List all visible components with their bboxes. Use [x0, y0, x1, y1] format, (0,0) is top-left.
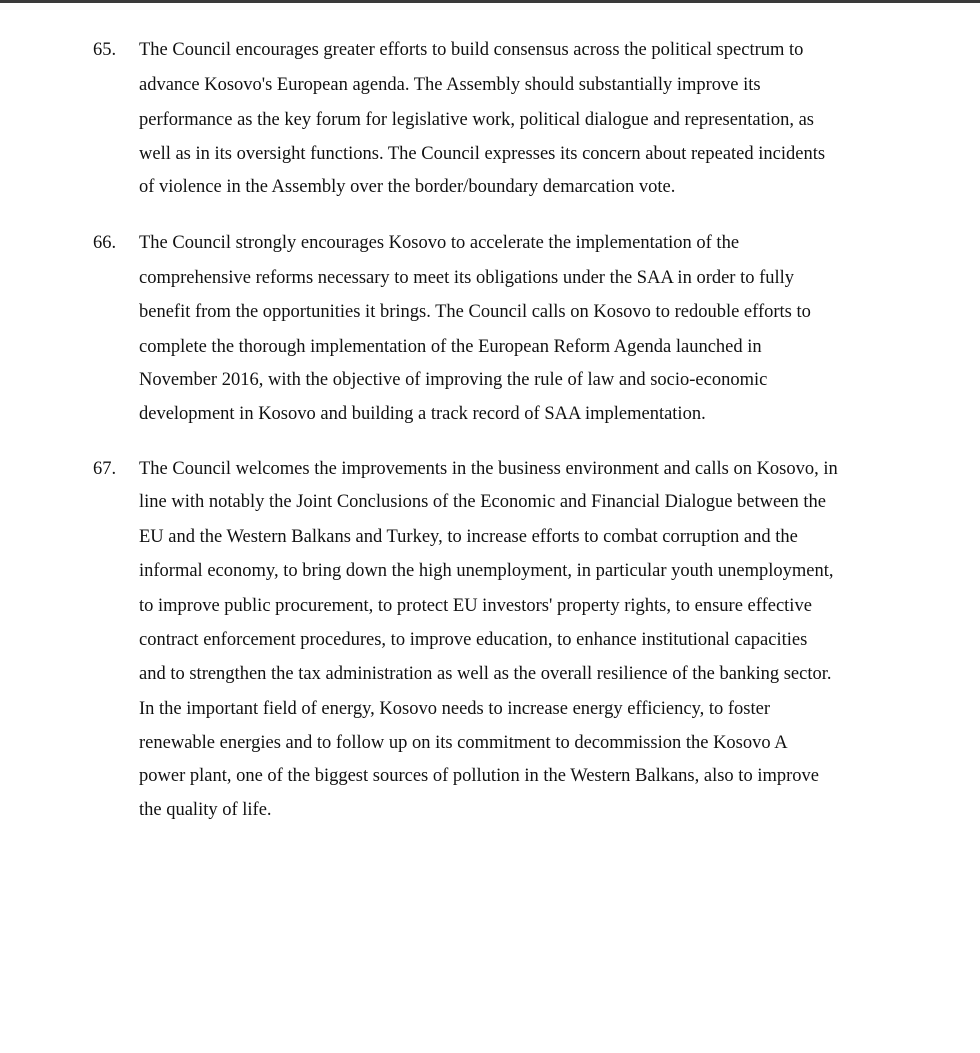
paragraph-line: development in Kosovo and building a track record of SAA implementation.: [139, 404, 706, 424]
paragraph-line: to improve public procurement, to protect EU investors' property rights, to ensure effective: [139, 596, 812, 616]
paragraph-line: line with notably the Joint Conclusions of the Economic and Financial Dialogue between the: [139, 492, 826, 512]
paragraph-line: and to strengthen the tax administration as well as the overall resilience of the banking sector.: [139, 664, 832, 684]
paragraph-number: 67.: [93, 459, 117, 479]
paragraph-number: 65.: [93, 40, 117, 60]
paragraph-line: well as in its oversight functions. The Council expresses its concern about repeated incidents: [139, 144, 826, 164]
paragraph-line: EU and the Western Balkans and Turkey, to increase efforts to combat corruption and the: [139, 527, 798, 547]
paragraph-line: In the important field of energy, Kosovo needs to increase energy efficiency, to foster: [139, 699, 771, 719]
paragraph-line: the quality of life.: [139, 800, 272, 820]
paragraph-line: power plant, one of the biggest sources of pollution in the Western Balkans, also to improve: [139, 766, 819, 786]
paragraph-line: The Council welcomes the improvements in the business environment and calls on Kosovo, in: [139, 459, 838, 479]
paragraph-line: renewable energies and to follow up on its commitment to decommission the Kosovo A: [139, 733, 788, 753]
paragraph-line: benefit from the opportunities it brings. The Council calls on Kosovo to redouble efforts to: [139, 302, 811, 322]
paragraph-number: 66.: [93, 233, 117, 253]
paragraph-line: The Council encourages greater efforts to build consensus across the political spectrum to: [139, 40, 804, 60]
paragraph-line: comprehensive reforms necessary to meet its obligations under the SAA in order to fully: [139, 268, 795, 288]
paragraph-line: complete the thorough implementation of the European Reform Agenda launched in: [139, 337, 762, 357]
paragraph-line: November 2016, with the objective of improving the rule of law and socio-economic: [139, 370, 768, 390]
paragraph-line: contract enforcement procedures, to improve education, to enhance institutional capacities: [139, 630, 808, 650]
paragraph-line: The Council strongly encourages Kosovo to accelerate the implementation of the: [139, 233, 740, 253]
paragraph-line: advance Kosovo's European agenda. The Assembly should substantially improve its: [139, 75, 761, 95]
paragraph-line: performance as the key forum for legislative work, political dialogue and representation, as: [139, 110, 815, 130]
paragraph-line: informal economy, to bring down the high unemployment, in particular youth unemployment,: [139, 561, 834, 581]
paragraph-line: of violence in the Assembly over the border/boundary demarcation vote.: [139, 177, 676, 197]
